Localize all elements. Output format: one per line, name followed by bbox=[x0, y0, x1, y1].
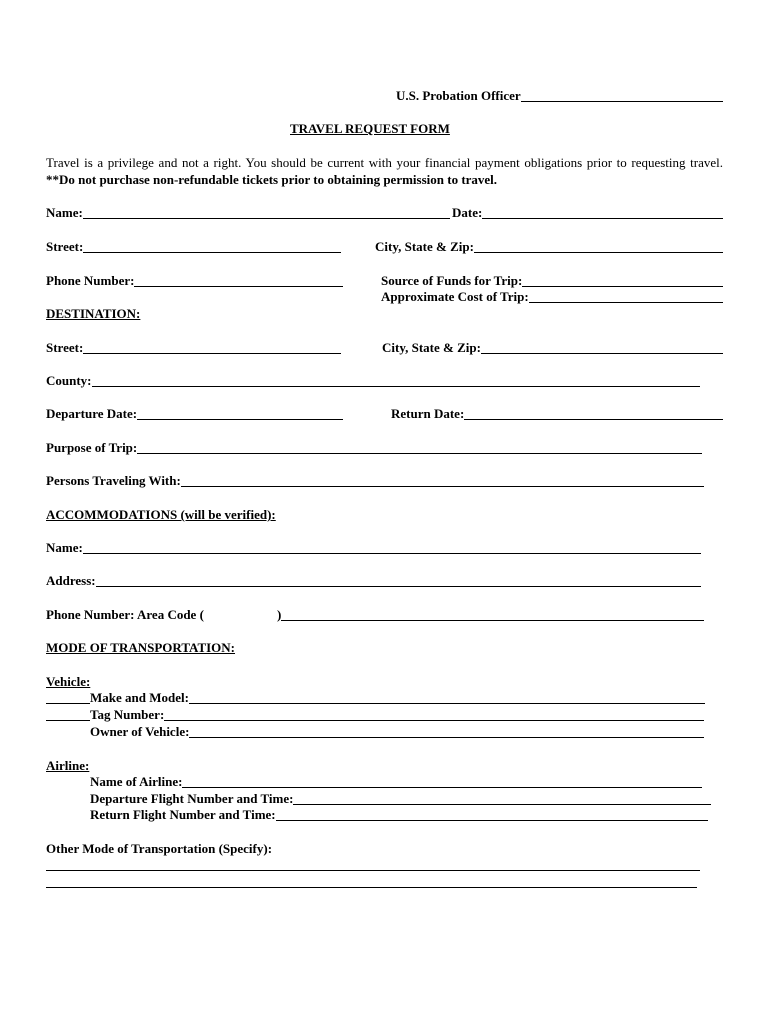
intro-paragraph bbox=[46, 154, 723, 188]
destination-heading: DESTINATION: bbox=[46, 306, 141, 321]
owner-input-line[interactable] bbox=[189, 725, 704, 738]
owner-field bbox=[90, 724, 704, 740]
source-funds-input-line[interactable] bbox=[522, 274, 723, 287]
make-model-input-line[interactable] bbox=[189, 691, 705, 704]
acc-name-field bbox=[46, 540, 701, 556]
other-transport-line-2[interactable] bbox=[46, 887, 697, 888]
airline-name-label: Name of Airline: bbox=[90, 774, 183, 789]
return-flight-label: Return Flight Number and Time: bbox=[90, 807, 276, 822]
other-transport-label: Other Mode of Transportation (Specify): bbox=[46, 841, 273, 856]
dest-city-state-zip-field bbox=[382, 340, 723, 356]
area-code-input[interactable] bbox=[232, 607, 276, 623]
county-field bbox=[46, 373, 700, 389]
return-date-input-line[interactable] bbox=[464, 407, 723, 420]
date-field bbox=[452, 205, 723, 221]
name-field bbox=[46, 205, 450, 221]
acc-address-label: Address: bbox=[46, 573, 96, 588]
date-label: Date: bbox=[452, 205, 483, 220]
officer-label: U.S. Probation Officer bbox=[396, 88, 521, 103]
county-input-line[interactable] bbox=[92, 374, 700, 387]
return-date-field bbox=[391, 406, 723, 422]
tag-number-field bbox=[46, 707, 704, 723]
date-input-line[interactable] bbox=[482, 206, 723, 219]
dest-street-label: Street: bbox=[46, 340, 84, 355]
departure-date-input-line[interactable] bbox=[137, 407, 343, 420]
return-date-label: Return Date: bbox=[391, 406, 465, 421]
street-label: Street: bbox=[46, 239, 84, 254]
dest-city-state-zip-label: City, State & Zip: bbox=[382, 340, 481, 355]
acc-phone-close-paren: ) bbox=[277, 607, 282, 622]
acc-name-input-line[interactable] bbox=[83, 541, 701, 554]
return-flight-input-line[interactable] bbox=[276, 808, 708, 821]
departure-date-label: Departure Date: bbox=[46, 406, 138, 421]
officer-field bbox=[396, 88, 723, 104]
dest-street-field bbox=[46, 340, 341, 356]
return-flight-field bbox=[90, 807, 708, 823]
approx-cost-field bbox=[381, 289, 723, 305]
county-label: County: bbox=[46, 373, 92, 388]
tag-number-input-line[interactable] bbox=[164, 708, 704, 721]
approx-cost-label: Approximate Cost of Trip: bbox=[381, 289, 529, 304]
name-label: Name: bbox=[46, 205, 83, 220]
make-model-check-line[interactable] bbox=[46, 691, 90, 704]
phone-input-line[interactable] bbox=[134, 274, 343, 287]
persons-input-line[interactable] bbox=[181, 474, 704, 487]
intro-warning: **Do not purchase non-refundable tickets prior to obtaining permission to travel. bbox=[46, 172, 498, 187]
street-field bbox=[46, 239, 341, 255]
phone-label: Phone Number: bbox=[46, 273, 135, 288]
purpose-input-line[interactable] bbox=[137, 441, 702, 454]
purpose-field bbox=[46, 440, 702, 456]
airline-name-field bbox=[90, 774, 702, 790]
purpose-label: Purpose of Trip: bbox=[46, 440, 138, 455]
acc-phone-field bbox=[277, 607, 704, 623]
intro-text: Travel is a privilege and not a right. You should be current with your financial payment obligations prior to requesting travel. bbox=[46, 155, 723, 170]
city-state-zip-label: City, State & Zip: bbox=[375, 239, 474, 254]
city-state-zip-field bbox=[375, 239, 723, 255]
other-transport-line-1[interactable] bbox=[46, 870, 700, 871]
phone-field bbox=[46, 273, 343, 289]
airline-name-input-line[interactable] bbox=[182, 775, 702, 788]
dest-street-input-line[interactable] bbox=[83, 341, 341, 354]
form-title: TRAVEL REQUEST FORM bbox=[290, 121, 450, 136]
acc-address-input-line[interactable] bbox=[96, 574, 701, 587]
approx-cost-input-line[interactable] bbox=[529, 290, 723, 303]
departure-date-field bbox=[46, 406, 343, 422]
officer-input-line[interactable] bbox=[521, 89, 723, 102]
persons-label: Persons Traveling With: bbox=[46, 473, 181, 488]
tag-number-label: Tag Number: bbox=[90, 707, 165, 722]
make-model-label: Make and Model: bbox=[90, 690, 189, 705]
acc-name-label: Name: bbox=[46, 540, 83, 555]
name-input-line[interactable] bbox=[83, 206, 450, 219]
persons-field bbox=[46, 473, 704, 489]
acc-address-field bbox=[46, 573, 701, 589]
owner-label: Owner of Vehicle: bbox=[90, 724, 190, 739]
accommodations-heading: ACCOMMODATIONS (will be verified): bbox=[46, 507, 276, 522]
dest-city-state-zip-input-line[interactable] bbox=[481, 341, 723, 354]
transportation-heading: MODE OF TRANSPORTATION: bbox=[46, 640, 236, 655]
street-input-line[interactable] bbox=[83, 240, 341, 253]
vehicle-heading: Vehicle: bbox=[46, 674, 91, 689]
tag-number-check-line[interactable] bbox=[46, 708, 90, 721]
departure-flight-input-line[interactable] bbox=[293, 792, 711, 805]
departure-flight-field bbox=[90, 791, 711, 807]
city-state-zip-input-line[interactable] bbox=[474, 240, 723, 253]
source-funds-label: Source of Funds for Trip: bbox=[381, 273, 523, 288]
departure-flight-label: Departure Flight Number and Time: bbox=[90, 791, 294, 806]
acc-phone-input-line[interactable] bbox=[281, 608, 704, 621]
make-model-field bbox=[46, 690, 705, 706]
acc-phone-label: Phone Number: Area Code ( bbox=[46, 607, 204, 622]
source-funds-field bbox=[381, 273, 723, 289]
airline-heading: Airline: bbox=[46, 758, 90, 773]
